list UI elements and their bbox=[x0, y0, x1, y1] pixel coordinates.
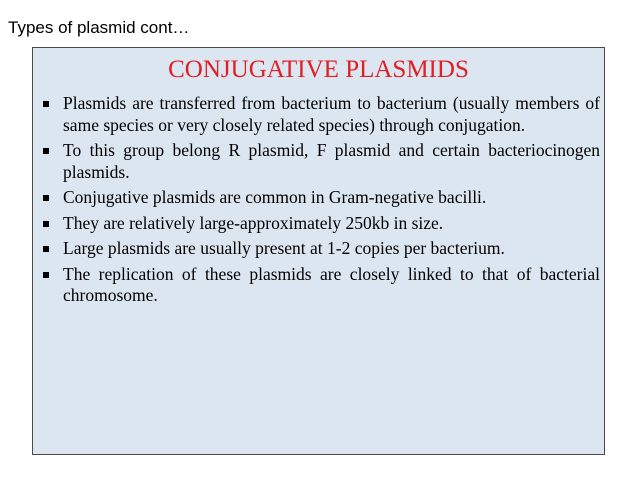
bullet-item: To this group belong R plasmid, F plasmid and certain bacteriocinogen plasmids. bbox=[43, 140, 600, 183]
section-heading: CONJUGATIVE PLASMIDS bbox=[168, 56, 469, 83]
bullet-item: The replication of these plasmids are closely linked to that of bacterial chromosome. bbox=[43, 264, 600, 307]
bullet-item: Conjugative plasmids are common in Gram-negative bacilli. bbox=[43, 187, 600, 209]
bullet-item: Large plasmids are usually present at 1-2 copies per bacterium. bbox=[43, 238, 600, 260]
bullet-item: They are relatively large-approximately 250kb in size. bbox=[43, 213, 600, 235]
content-box bbox=[32, 47, 605, 455]
slide-title: Types of plasmid cont… bbox=[8, 18, 190, 37]
bullet-item: Plasmids are transferred from bacterium to bacterium (usually members of same species or very closely related species) through conjugation. bbox=[43, 93, 600, 136]
bullet-list bbox=[43, 93, 600, 311]
